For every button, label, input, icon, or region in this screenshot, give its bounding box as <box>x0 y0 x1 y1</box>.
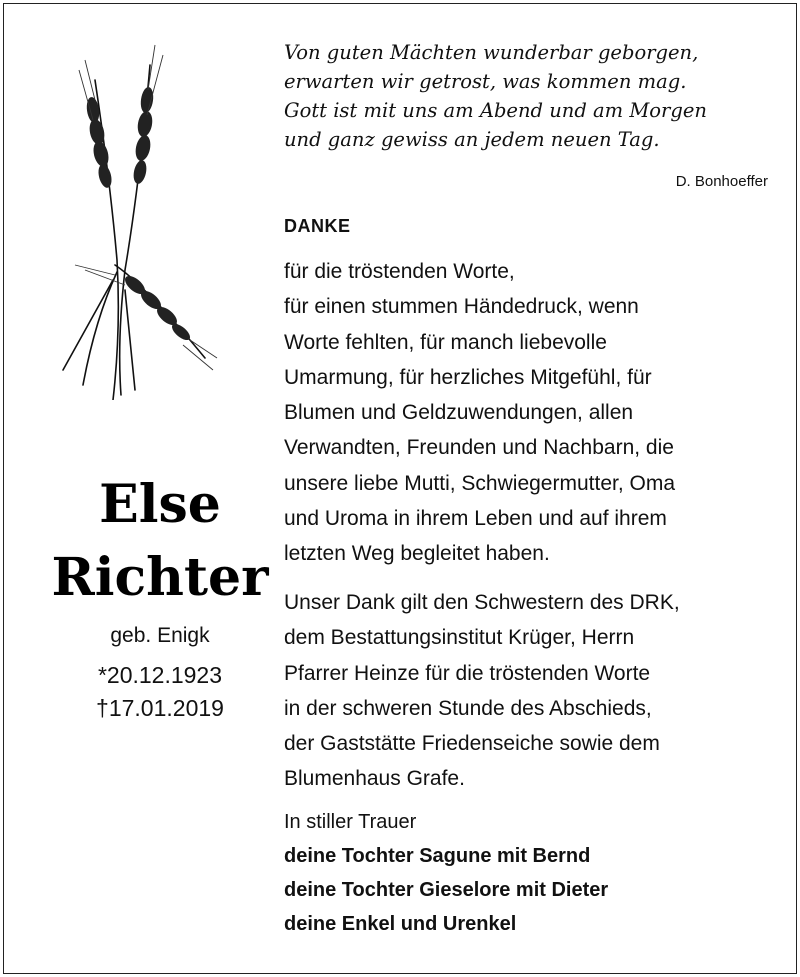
text-line: für die tröstenden Worte, <box>284 260 515 283</box>
poem-line: Von guten Mächten wunderbar geborgen, <box>284 41 699 64</box>
text-line: Unser Dank gilt den Schwestern des DRK, <box>284 591 680 614</box>
death-date: †17.01.2019 <box>96 695 224 721</box>
poem-line: erwarten wir getrost, was kommen mag. <box>284 70 687 93</box>
text-line: in der schweren Stunde des Abschieds, <box>284 696 652 720</box>
mourner-line: deine Tochter Gieselore mit Dieter <box>284 879 609 901</box>
birth-name: geb. Enigk <box>110 624 210 647</box>
deceased-last-name: Richter <box>51 547 269 608</box>
signoff <box>284 805 608 941</box>
deceased-first-name: Else <box>99 474 221 535</box>
text-line: Umarmung, für herzliches Mitgefühl, für <box>284 365 652 389</box>
text-line: unsere liebe Mutti, Schwiegermutter, Oma <box>284 471 676 495</box>
poem-verse <box>284 38 784 154</box>
poem-author: D. Bonhoeffer <box>675 173 768 190</box>
signoff-intro: In stiller Trauer <box>284 811 417 833</box>
text-line: für einen stummen Händedruck, wenn <box>284 295 639 319</box>
text-line: der Gaststätte Friedenseiche sowie dem <box>284 732 660 756</box>
mourner-line: deine Tochter Sagune mit Bernd <box>284 845 591 867</box>
text-line: Verwandten, Freunden und Nachbarn, die <box>284 436 674 460</box>
thanks-heading: DANKE <box>284 216 351 236</box>
acknowledgement-paragraph <box>284 585 774 797</box>
text-line: und Uroma in ihrem Leben und auf ihrem <box>284 507 667 531</box>
poem-line: und ganz gewiss an jedem neuen Tag. <box>284 128 660 151</box>
wheat-ears-icon <box>55 40 230 400</box>
birth-date: *20.12.1923 <box>97 662 223 688</box>
text-line: dem Bestattungsinstitut Krüger, Herrn <box>284 626 635 650</box>
text-line: Blumen und Geldzuwendungen, allen <box>284 401 634 425</box>
mourner-line: deine Enkel und Urenkel <box>284 913 517 935</box>
poem-line: Gott ist mit uns am Abend und am Morgen <box>284 99 707 122</box>
text-line: Blumenhaus Grafe. <box>284 767 465 791</box>
thanks-paragraph <box>284 254 774 572</box>
text-line: Pfarrer Heinze für die tröstenden Worte <box>284 661 651 685</box>
text-line: Worte fehlten, für manch liebevolle <box>284 330 607 354</box>
text-line: letzten Weg begleitet haben. <box>284 542 550 566</box>
